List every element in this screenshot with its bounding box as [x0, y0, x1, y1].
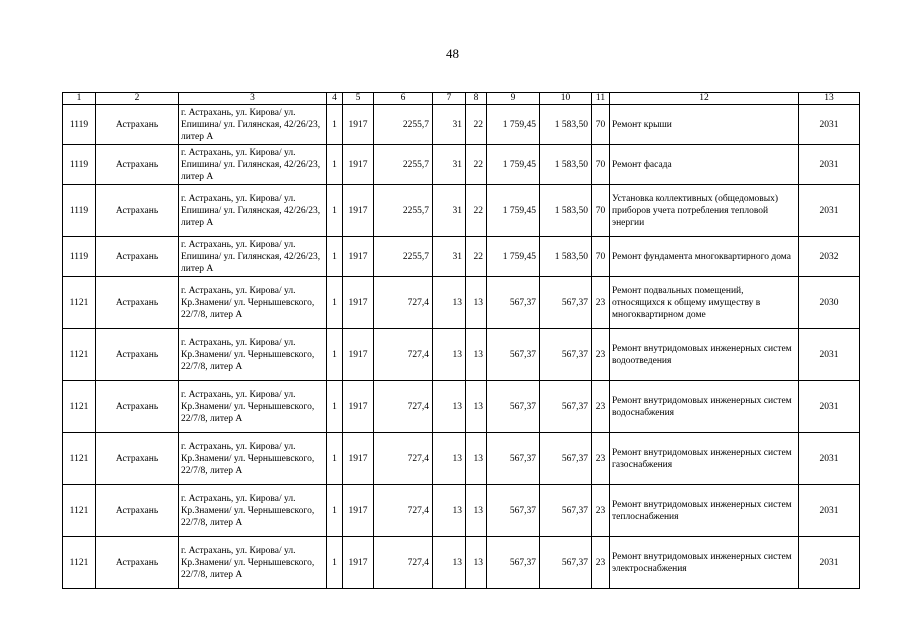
cell-col4: 1 — [327, 433, 343, 485]
year-cell: 1917 — [343, 537, 374, 589]
cell-col9: 1 759,45 — [487, 145, 540, 185]
cell-col8: 13 — [466, 381, 487, 433]
cell-col7: 13 — [433, 433, 466, 485]
cell-col11: 23 — [592, 433, 610, 485]
year-cell: 1917 — [343, 185, 374, 237]
cell-col4: 1 — [327, 105, 343, 145]
cell-col7: 13 — [433, 537, 466, 589]
table-row — [63, 433, 860, 485]
cell-col8: 22 — [466, 237, 487, 277]
cell-col9: 567,37 — [487, 277, 540, 329]
cell-col7: 31 — [433, 145, 466, 185]
column-header: 10 — [540, 93, 592, 105]
work-type-cell: Ремонт фундамента многоквартирного дома — [610, 237, 799, 277]
repair-schedule-table — [62, 92, 860, 589]
city-cell: Астрахань — [96, 485, 179, 537]
object-id-cell: 1119 — [63, 105, 96, 145]
address-cell: г. Астрахань, ул. Кирова/ ул. Кр.Знамени/ ул. Чернышевского, 22/7/8, литер А — [179, 277, 327, 329]
cell-col11: 70 — [592, 145, 610, 185]
table-row — [63, 485, 860, 537]
address-cell: г. Астрахань, ул. Кирова/ ул. Кр.Знамени/ ул. Чернышевского, 22/7/8, литер А — [179, 485, 327, 537]
object-id-cell: 1121 — [63, 277, 96, 329]
year-cell: 1917 — [343, 329, 374, 381]
area-cell: 2255,7 — [374, 185, 433, 237]
cell-col8: 22 — [466, 145, 487, 185]
city-cell: Астрахань — [96, 381, 179, 433]
cell-col8: 13 — [466, 329, 487, 381]
object-id-cell: 1121 — [63, 329, 96, 381]
column-header: 7 — [433, 93, 466, 105]
column-header: 9 — [487, 93, 540, 105]
cell-col4: 1 — [327, 277, 343, 329]
year-cell: 1917 — [343, 485, 374, 537]
cell-col9: 567,37 — [487, 485, 540, 537]
address-cell: г. Астрахань, ул. Кирова/ ул. Епишина/ ул. Гилянская, 42/26/23, литер А — [179, 237, 327, 277]
city-cell: Астрахань — [96, 277, 179, 329]
address-cell: г. Астрахань, ул. Кирова/ ул. Епишина/ ул. Гилянская, 42/26/23, литер А — [179, 145, 327, 185]
address-cell: г. Астрахань, ул. Кирова/ ул. Кр.Знамени/ ул. Чернышевского, 22/7/8, литер А — [179, 329, 327, 381]
year-cell: 1917 — [343, 277, 374, 329]
cell-col10: 567,37 — [540, 485, 592, 537]
area-cell: 2255,7 — [374, 105, 433, 145]
table-row — [63, 237, 860, 277]
object-id-cell: 1121 — [63, 537, 96, 589]
cell-col10: 567,37 — [540, 433, 592, 485]
cell-col7: 13 — [433, 485, 466, 537]
area-cell: 2255,7 — [374, 237, 433, 277]
table-row — [63, 277, 860, 329]
cell-col4: 1 — [327, 145, 343, 185]
cell-col11: 23 — [592, 537, 610, 589]
cell-col11: 23 — [592, 381, 610, 433]
address-cell: г. Астрахань, ул. Кирова/ ул. Епишина/ ул. Гилянская, 42/26/23, литер А — [179, 105, 327, 145]
cell-col9: 1 759,45 — [487, 237, 540, 277]
table-row — [63, 105, 860, 145]
cell-col4: 1 — [327, 237, 343, 277]
object-id-cell: 1121 — [63, 381, 96, 433]
cell-col8: 13 — [466, 485, 487, 537]
cell-col7: 13 — [433, 381, 466, 433]
cell-col7: 13 — [433, 329, 466, 381]
column-header: 1 — [63, 93, 96, 105]
cell-col9: 567,37 — [487, 433, 540, 485]
work-type-cell: Ремонт внутридомовых инженерных систем теплоснабжения — [610, 485, 799, 537]
cell-col4: 1 — [327, 185, 343, 237]
cell-col7: 13 — [433, 277, 466, 329]
object-id-cell: 1119 — [63, 145, 96, 185]
planned-year-cell: 2031 — [799, 381, 860, 433]
work-type-cell: Ремонт фасада — [610, 145, 799, 185]
work-type-cell: Ремонт внутридомовых инженерных систем газоснабжения — [610, 433, 799, 485]
cell-col10: 567,37 — [540, 277, 592, 329]
planned-year-cell: 2031 — [799, 433, 860, 485]
year-cell: 1917 — [343, 381, 374, 433]
table-row — [63, 185, 860, 237]
cell-col4: 1 — [327, 381, 343, 433]
address-cell: г. Астрахань, ул. Кирова/ ул. Кр.Знамени/ ул. Чернышевского, 22/7/8, литер А — [179, 381, 327, 433]
cell-col10: 1 583,50 — [540, 185, 592, 237]
column-number-row — [63, 93, 860, 105]
address-cell: г. Астрахань, ул. Кирова/ ул. Епишина/ ул. Гилянская, 42/26/23, литер А — [179, 185, 327, 237]
column-header: 8 — [466, 93, 487, 105]
city-cell: Астрахань — [96, 537, 179, 589]
planned-year-cell: 2030 — [799, 277, 860, 329]
cell-col9: 1 759,45 — [487, 185, 540, 237]
work-type-cell: Ремонт подвальных помещений, относящихся к общему имуществу в многоквартирном доме — [610, 277, 799, 329]
cell-col10: 1 583,50 — [540, 145, 592, 185]
page-number: 48 — [446, 46, 459, 61]
cell-col8: 22 — [466, 105, 487, 145]
cell-col7: 31 — [433, 105, 466, 145]
cell-col4: 1 — [327, 537, 343, 589]
column-header: 5 — [343, 93, 374, 105]
planned-year-cell: 2031 — [799, 145, 860, 185]
area-cell: 727,4 — [374, 433, 433, 485]
cell-col9: 567,37 — [487, 537, 540, 589]
table-row — [63, 329, 860, 381]
year-cell: 1917 — [343, 237, 374, 277]
cell-col10: 567,37 — [540, 329, 592, 381]
city-cell: Астрахань — [96, 185, 179, 237]
planned-year-cell: 2031 — [799, 485, 860, 537]
work-type-cell: Ремонт внутридомовых инженерных систем водоснабжения — [610, 381, 799, 433]
column-header: 3 — [179, 93, 327, 105]
city-cell: Астрахань — [96, 433, 179, 485]
column-header: 13 — [799, 93, 860, 105]
planned-year-cell: 2032 — [799, 237, 860, 277]
cell-col9: 1 759,45 — [487, 105, 540, 145]
area-cell: 727,4 — [374, 381, 433, 433]
column-header: 2 — [96, 93, 179, 105]
cell-col9: 567,37 — [487, 329, 540, 381]
cell-col10: 1 583,50 — [540, 237, 592, 277]
address-cell: г. Астрахань, ул. Кирова/ ул. Кр.Знамени/ ул. Чернышевского, 22/7/8, литер А — [179, 537, 327, 589]
table-row — [63, 537, 860, 589]
cell-col10: 567,37 — [540, 537, 592, 589]
cell-col10: 1 583,50 — [540, 105, 592, 145]
cell-col10: 567,37 — [540, 381, 592, 433]
cell-col4: 1 — [327, 329, 343, 381]
object-id-cell: 1119 — [63, 237, 96, 277]
address-cell: г. Астрахань, ул. Кирова/ ул. Кр.Знамени/ ул. Чернышевского, 22/7/8, литер А — [179, 433, 327, 485]
planned-year-cell: 2031 — [799, 537, 860, 589]
object-id-cell: 1121 — [63, 485, 96, 537]
table-row — [63, 145, 860, 185]
cell-col7: 31 — [433, 185, 466, 237]
city-cell: Астрахань — [96, 105, 179, 145]
column-header: 11 — [592, 93, 610, 105]
cell-col11: 70 — [592, 237, 610, 277]
year-cell: 1917 — [343, 105, 374, 145]
work-type-cell: Установка коллективных (общедомовых) приборов учета потребления тепловой энергии — [610, 185, 799, 237]
column-header: 4 — [327, 93, 343, 105]
cell-col11: 23 — [592, 329, 610, 381]
city-cell: Астрахань — [96, 145, 179, 185]
cell-col11: 70 — [592, 185, 610, 237]
cell-col8: 13 — [466, 277, 487, 329]
object-id-cell: 1119 — [63, 185, 96, 237]
area-cell: 727,4 — [374, 277, 433, 329]
area-cell: 727,4 — [374, 329, 433, 381]
cell-col8: 13 — [466, 537, 487, 589]
object-id-cell: 1121 — [63, 433, 96, 485]
work-type-cell: Ремонт внутридомовых инженерных систем водоотведения — [610, 329, 799, 381]
table-row — [63, 381, 860, 433]
column-header: 12 — [610, 93, 799, 105]
cell-col7: 31 — [433, 237, 466, 277]
cell-col11: 70 — [592, 105, 610, 145]
area-cell: 727,4 — [374, 485, 433, 537]
city-cell: Астрахань — [96, 237, 179, 277]
cell-col11: 23 — [592, 485, 610, 537]
year-cell: 1917 — [343, 145, 374, 185]
cell-col4: 1 — [327, 485, 343, 537]
cell-col8: 13 — [466, 433, 487, 485]
cell-col8: 22 — [466, 185, 487, 237]
year-cell: 1917 — [343, 433, 374, 485]
area-cell: 727,4 — [374, 537, 433, 589]
area-cell: 2255,7 — [374, 145, 433, 185]
cell-col9: 567,37 — [487, 381, 540, 433]
planned-year-cell: 2031 — [799, 185, 860, 237]
cell-col11: 23 — [592, 277, 610, 329]
work-type-cell: Ремонт внутридомовых инженерных систем электроснабжения — [610, 537, 799, 589]
work-type-cell: Ремонт крыши — [610, 105, 799, 145]
planned-year-cell: 2031 — [799, 329, 860, 381]
column-header: 6 — [374, 93, 433, 105]
planned-year-cell: 2031 — [799, 105, 860, 145]
city-cell: Астрахань — [96, 329, 179, 381]
